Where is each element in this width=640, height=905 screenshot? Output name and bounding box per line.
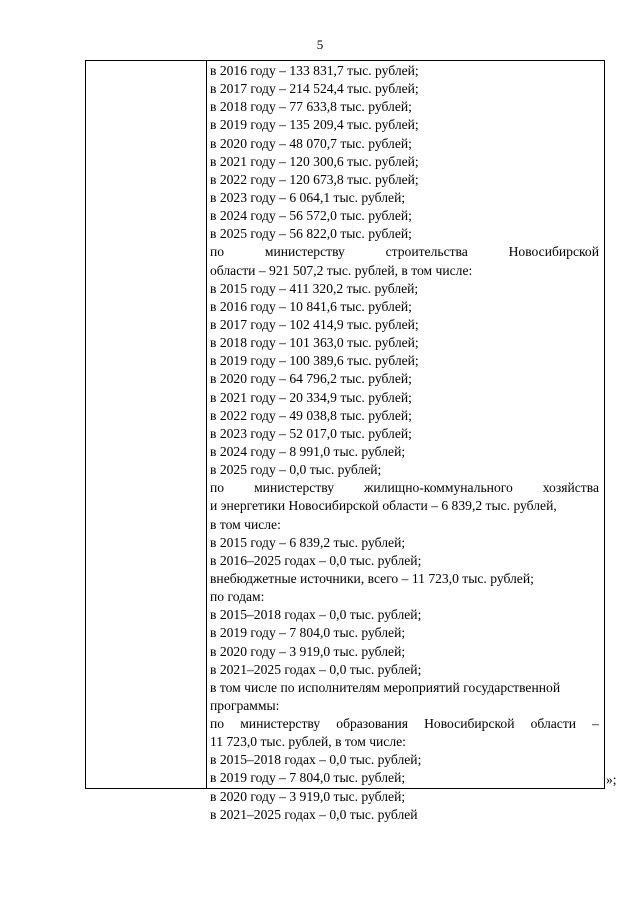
text-line: в 2020 году – 48 070,7 тыс. рублей; xyxy=(210,135,412,151)
text-line: в том числе по исполнителям мероприятий государственной xyxy=(210,679,561,695)
ministry-housing-total: и энергетики Новосибирской области – 6 839,2 тыс. рублей, xyxy=(210,498,557,514)
text-line: в 2018 году – 77 633,8 тыс. рублей; xyxy=(210,99,412,115)
word: Новосибирской xyxy=(424,716,515,732)
word: по xyxy=(210,480,225,496)
ministry-education-heading xyxy=(210,715,599,733)
text-line: в 2018 году – 101 363,0 тыс. рублей; xyxy=(210,335,419,351)
word: жилищно-коммунального xyxy=(364,480,513,496)
text-line: программы: xyxy=(210,697,280,713)
text-line: в 2019 году – 135 209,4 тыс. рублей; xyxy=(210,117,419,133)
text-line: в 2015–2018 годах – 0,0 тыс. рублей; xyxy=(210,752,422,768)
table-left-column xyxy=(86,61,207,788)
word: министерству xyxy=(254,480,335,496)
ministry-education-total: 11 723,0 тыс. рублей, в том числе: xyxy=(210,734,406,750)
text-line: в 2021–2025 годах – 0,0 тыс. рублей; xyxy=(210,661,422,677)
text-line: в 2020 году – 3 919,0 тыс. рублей; xyxy=(210,788,406,804)
text-line: в 2015–2018 годах – 0,0 тыс. рублей; xyxy=(210,607,422,623)
text-line: в 2022 году – 120 673,8 тыс. рублей; xyxy=(210,171,419,187)
funding-list-2016-2025 xyxy=(210,62,599,243)
text-line: в 2016 году – 133 831,7 тыс. рублей; xyxy=(210,63,419,78)
text-line: в 2019 году – 100 389,6 тыс. рублей; xyxy=(210,353,419,369)
text-line: в 2023 году – 52 017,0 тыс. рублей; xyxy=(210,425,412,441)
text-line: в том числе: xyxy=(210,516,281,532)
text-line: в 2021–2025 годах – 0,0 тыс. рублей xyxy=(210,806,418,822)
word: министерству xyxy=(240,716,321,732)
document-table xyxy=(85,60,605,822)
ministry-construction-heading xyxy=(210,243,599,261)
text-line: в 2016 году – 10 841,6 тыс. рублей; xyxy=(210,298,412,314)
ministry-construction-total: области – 921 507,2 тыс. рублей, в том числе: xyxy=(210,262,473,278)
word: – xyxy=(592,716,599,732)
text-line: в 2022 году – 49 038,8 тыс. рублей; xyxy=(210,407,412,423)
text-line: в 2021 году – 20 334,9 тыс. рублей; xyxy=(210,389,412,405)
word: области xyxy=(530,716,577,732)
word: строительства xyxy=(385,244,468,260)
text-line: в 2021 году – 120 300,6 тыс. рублей; xyxy=(210,153,419,169)
text-line: в 2024 году – 8 991,0 тыс. рублей; xyxy=(210,443,406,459)
word: по xyxy=(210,716,225,732)
text-line: в 2023 году – 6 064,1 тыс. рублей; xyxy=(210,189,406,205)
text-line: в 2020 году – 64 796,2 тыс. рублей; xyxy=(210,371,412,387)
text-line: в 2025 году – 0,0 тыс. рублей; xyxy=(210,462,382,478)
text-line: в 2016–2025 годах – 0,0 тыс. рублей; xyxy=(210,552,422,568)
text-line: внебюджетные источники, всего – 11 723,0 тыс. рублей; xyxy=(210,570,534,586)
text-line: в 2019 году – 7 804,0 тыс. рублей; xyxy=(210,770,406,786)
ministry-housing-heading xyxy=(210,479,599,497)
housing-and-offbudget-list xyxy=(210,534,599,715)
text-line: в 2020 году – 3 919,0 тыс. рублей; xyxy=(210,643,406,659)
text-line: в 2017 году – 102 414,9 тыс. рублей; xyxy=(210,316,419,332)
text-line: в 2019 году – 7 804,0 тыс. рублей; xyxy=(210,625,406,641)
text-line: в 2015 году – 411 320,2 тыс. рублей; xyxy=(210,280,419,296)
word: министерству xyxy=(264,244,345,260)
word: образования xyxy=(336,716,408,732)
word: по xyxy=(210,244,225,260)
text-line: в 2024 году – 56 572,0 тыс. рублей; xyxy=(210,208,412,224)
closing-quote-mark: »; xyxy=(606,772,617,787)
table-right-column xyxy=(207,62,604,822)
education-funding-list xyxy=(210,751,599,824)
word: Новосибирской xyxy=(508,244,599,260)
text-line: по годам: xyxy=(210,589,265,605)
text-line: в 2025 году – 56 822,0 тыс. рублей; xyxy=(210,226,412,242)
word: хозяйства xyxy=(542,480,599,496)
text-line: в 2017 году – 214 524,4 тыс. рублей; xyxy=(210,81,419,97)
construction-funding-list xyxy=(210,280,599,480)
page-number: 5 xyxy=(316,37,324,52)
text-line: в 2015 году – 6 839,2 тыс. рублей; xyxy=(210,534,406,550)
